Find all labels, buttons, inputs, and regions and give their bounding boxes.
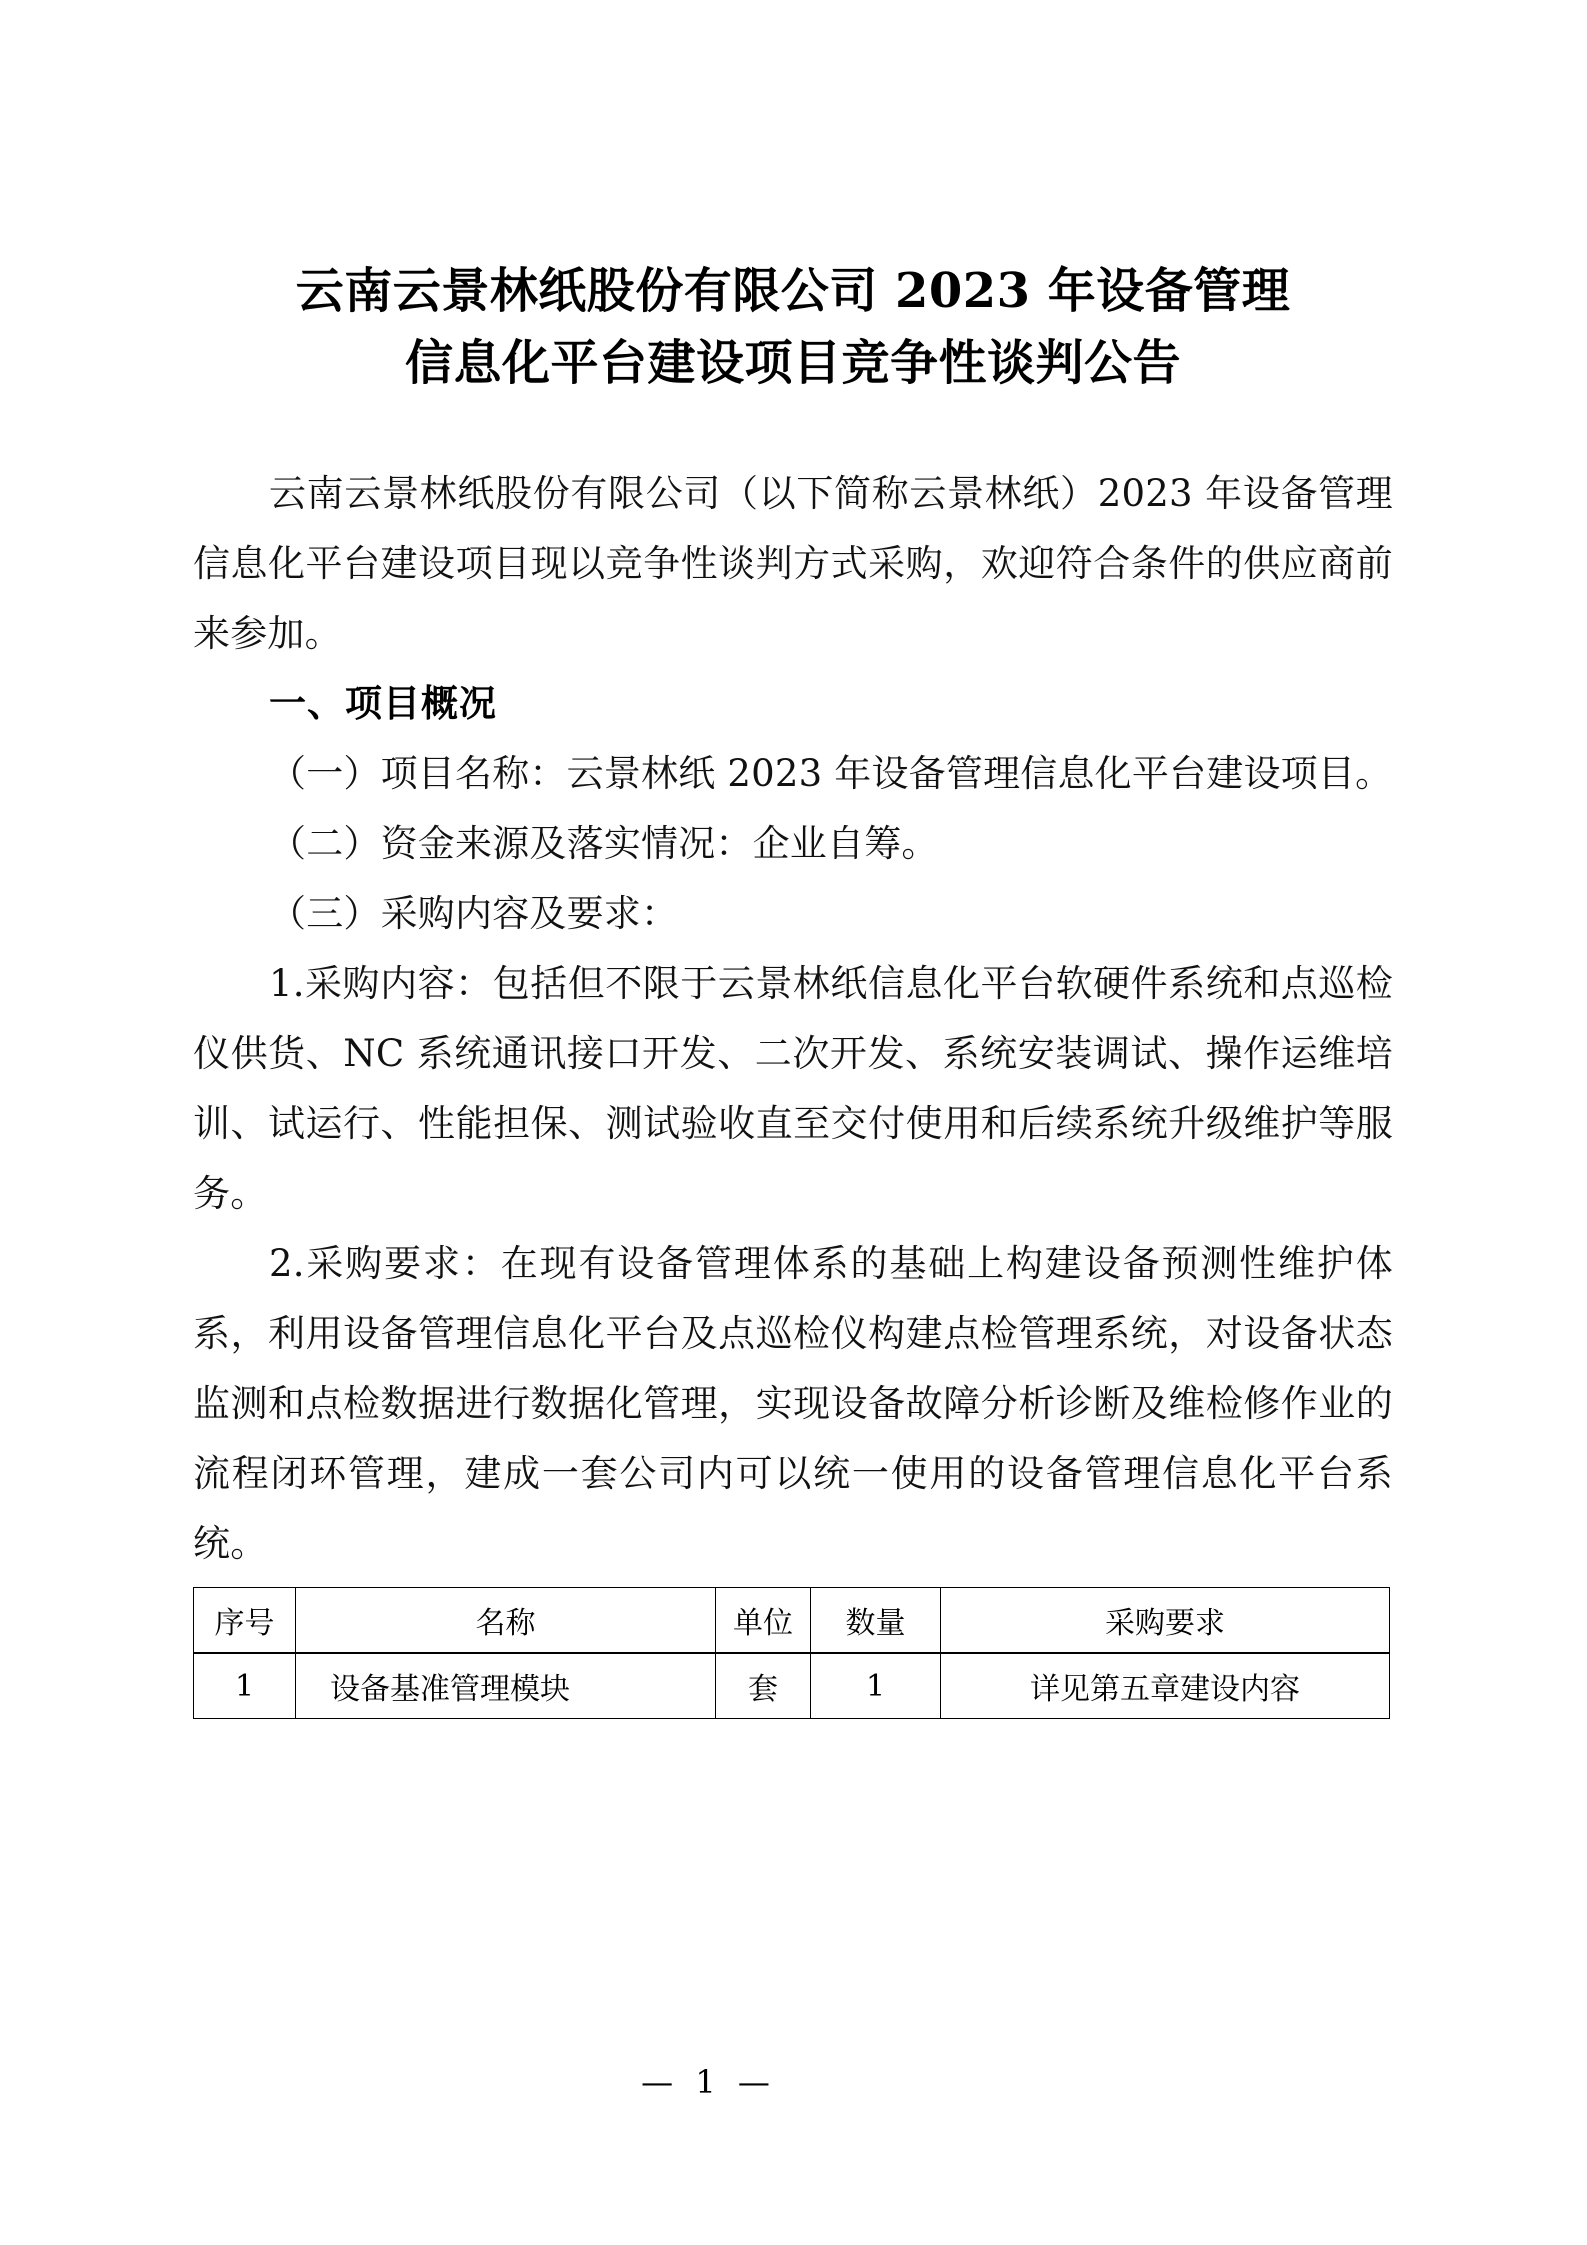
page-title xyxy=(193,0,1393,399)
intro-paragraph: 云南云景林纸股份有限公司（以下简称云景林纸）2023 年设备管理信息化平台建设项目现以竞争性谈判方式采购，欢迎符合条件的供应商前来参加。 xyxy=(193,472,1393,655)
table-header-unit: 单位 xyxy=(716,1588,811,1654)
procurement-table-wrapper xyxy=(193,1587,1393,1719)
cell-qty: 1 xyxy=(811,1653,941,1719)
page-footer xyxy=(0,2063,1587,2101)
title-line-2: 信息化平台建设项目竞争性谈判公告 xyxy=(404,335,1181,391)
cell-seq: 1 xyxy=(194,1653,296,1719)
table-header-req: 采购要求 xyxy=(941,1588,1390,1654)
section-item-project-name: （一）项目名称：云景林纸 2023 年设备管理信息化平台建设项目。 xyxy=(269,752,1393,795)
section-item-procurement-requirement: 2.采购要求：在现有设备管理体系的基础上构建设备预测性维护体系，利用设备管理信息化平台及点巡检仪构建点检管理系统，对设备状态监测和点检数据进行数据化管理，实现设备故障分析诊断及维检修作业的流程闭环管理，建成一套公司内可以统一使用的设备管理信息化平台系统。 xyxy=(193,1242,1393,1565)
section-heading-1: 一、项目概况 xyxy=(269,682,497,725)
section-item-procurement-content: 1.采购内容：包括但不限于云景林纸信息化平台软硬件系统和点巡检仪供货、NC 系统通讯接口开发、二次开发、系统安装调试、操作运维培训、试运行、性能担保、测试验收直至交付使用和后续系统升级维护等服务。 xyxy=(193,962,1393,1215)
title-line-1: 云南云景林纸股份有限公司 2023 年设备管理 xyxy=(295,263,1291,319)
section-item-scope-heading: （三）采购内容及要求： xyxy=(269,892,679,935)
table-header-seq: 序号 xyxy=(194,1588,296,1654)
table-header-row xyxy=(194,1588,1390,1654)
table-header-qty: 数量 xyxy=(811,1588,941,1654)
table-row xyxy=(194,1653,1390,1719)
cell-name: 设备基准管理模块 xyxy=(296,1653,716,1719)
section-item-funding-source: （二）资金来源及落实情况：企业自筹。 xyxy=(269,822,939,865)
table-header-name: 名称 xyxy=(296,1588,716,1654)
procurement-table xyxy=(193,1587,1390,1719)
page-content xyxy=(193,0,1393,1719)
cell-requirement: 详见第五章建设内容 xyxy=(941,1653,1390,1719)
cell-unit: 套 xyxy=(716,1653,811,1719)
page-number: — 1 — xyxy=(641,2063,776,2101)
